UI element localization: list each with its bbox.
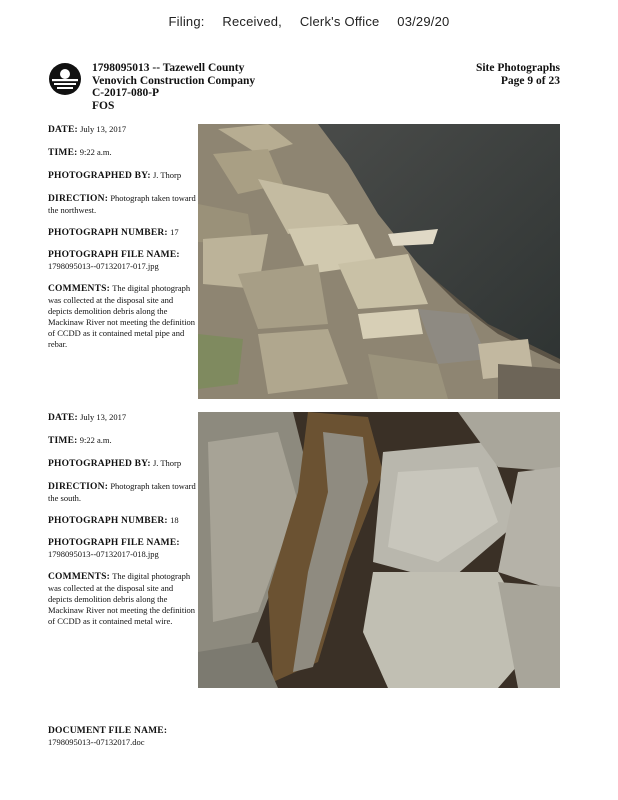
photo-18-details [48, 412, 196, 638]
photographer-field: PHOTOGRAPHED BY: J. Thorp [48, 170, 182, 181]
case-number: C-2017-080-P [92, 87, 160, 99]
time-field: TIME: 9:22 a.m. [48, 147, 112, 158]
photo-file-field: PHOTOGRAPH FILE NAME: 1798095013--07132017-017.jpg [48, 250, 180, 271]
document-file-name [48, 726, 167, 748]
stamp-received: Received, [222, 14, 282, 29]
comments-field: COMMENTS: The digital photograph was collected at the disposal site and depicts demolition debris along the Mackinaw River not meeting the definition of CCDD as it contained metal wire. [48, 571, 196, 626]
company-name: Venovich Construction Company [92, 74, 256, 87]
doc-file-label: DOCUMENT FILE NAME: [48, 726, 168, 736]
photo-number-field: PHOTOGRAPH NUMBER: 17 [48, 227, 179, 238]
date-field: DATE: July 13, 2017 [48, 124, 127, 135]
fos-label: FOS [92, 99, 115, 112]
photo-17-details [48, 124, 196, 361]
filing-stamp [0, 14, 618, 29]
photo-number-field: PHOTOGRAPH NUMBER: 18 [48, 515, 179, 526]
photo-file-field: PHOTOGRAPH FILE NAME: 1798095013--07132017-018.jpg [48, 538, 180, 559]
stamp-clerks: Clerk's [299, 14, 341, 29]
time-field: TIME: 9:22 a.m. [48, 435, 112, 446]
agency-logo-icon [48, 62, 82, 96]
direction-field: DIRECTION: Photograph taken toward the south. [48, 481, 196, 503]
page-number: Page 9 of 23 [500, 74, 560, 87]
stamp-date: 03/29/20 [397, 14, 450, 29]
photograph-17 [198, 124, 560, 399]
header-left [92, 62, 255, 112]
direction-field: DIRECTION: Photograph taken toward the northwest. [48, 193, 196, 215]
photograph-18 [198, 412, 560, 688]
comments-field: COMMENTS: The digital photograph was collected at the disposal site and depicts demolition debris along the Mackinaw River not meeting the definition of CCDD as it contained metal pipe and rebar. [48, 283, 196, 349]
photographer-field: PHOTOGRAPHED BY: J. Thorp [48, 458, 182, 469]
doc-title: Site Photographs [475, 62, 560, 74]
stamp-office: Office [344, 14, 380, 29]
doc-file-value: 1798095013--07132017.doc [48, 737, 145, 747]
header-right [476, 62, 560, 87]
stamp-filing: Filing: [168, 14, 205, 29]
date-field: DATE: July 13, 2017 [48, 412, 127, 423]
site-id-county: 1798095013 -- Tazewell County [92, 62, 245, 74]
